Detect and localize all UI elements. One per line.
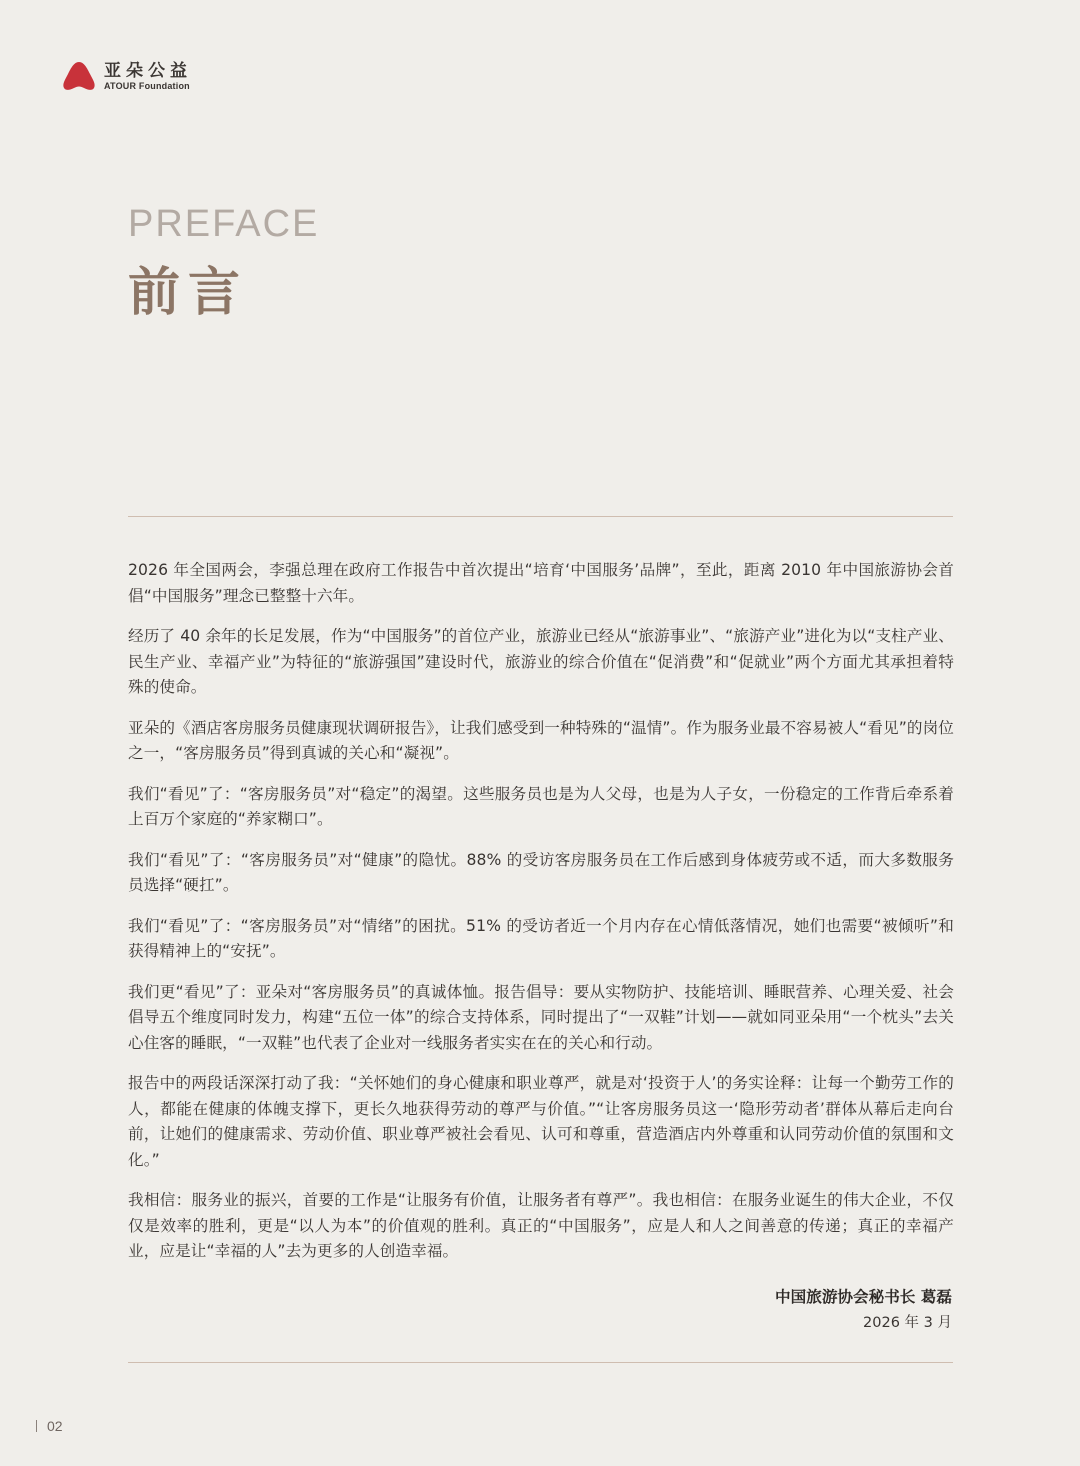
paragraph: 2026 年全国两会，李强总理在政府工作报告中首次提出“培育‘中国服务’品牌”，至此，距离 2010 年中国旅游协会首倡“中国服务”理念已整整十六年。 [128, 561, 954, 605]
preface-heading-cn: 前言 [128, 262, 249, 323]
page-number-bar [36, 1420, 37, 1432]
paragraph: 经历了 40 余年的长足发展，作为“中国服务”的首位产业，旅游业已经从“旅游事业”、“旅游产业”进化为以“支柱产业、民生产业、幸福产业”为特征的“旅游强国”建设时代，旅游业的综合价值在“促消费”和“促就业”两个方面尤其承担着特殊的使命。 [128, 627, 954, 696]
signature-name: 中国旅游协会秘书长 葛磊 [775, 1288, 952, 1306]
brand-text [104, 61, 192, 92]
brand-name-en: ATOUR Foundation [104, 80, 190, 91]
paragraph: 我们“看见”了：“客房服务员”对“稳定”的渴望。这些服务员也是为人父母，也是为人子女，一份稳定的工作背后牵系着上百万个家庭的“养家糊口”。 [128, 784, 954, 828]
brand-name-cn: 亚朵公益 [104, 60, 192, 81]
paragraph: 我相信：服务业的振兴，首要的工作是“让服务有价值，让服务者有尊严”。我也相信：在服务业诞生的伟大企业，不仅仅是效率的胜利，更是“以人为本”的价值观的胜利。真正的“中国服务”，应是人和人之间善意的传递；真正的幸福产业，应是让“幸福的人”去为更多的人创造幸福。 [128, 1191, 954, 1260]
bottom-divider [128, 1362, 953, 1363]
red-mountain-drop-logo-icon [62, 60, 96, 92]
brand-logo [62, 60, 192, 92]
paragraph: 我们“看见”了：“客房服务员”对“情绪”的困扰。51% 的受访者近一个月内存在心情低落情况，她们也需要“被倾听”和获得精神上的“安抚”。 [128, 916, 954, 960]
paragraph: 我们更“看见”了：亚朵对“客房服务员”的真诚体恤。报告倡导：要从实物防护、技能培训、睡眠营养、心理关爱、社会倡导五个维度同时发力，构建“五位一体”的综合支持体系，同时提出了“一双鞋”计划——就如同亚朵用“一个枕头”去关心住客的睡眠，“一双鞋”也代表了企业对一线服务者实实在在的关心和行动。 [128, 982, 954, 1052]
preface-heading-en: PREFACE [128, 203, 320, 245]
signature-date: 2026 年 3 月 [863, 1315, 952, 1331]
page-number [36, 1418, 63, 1434]
preface-body [128, 558, 954, 1280]
page-number-label: 02 [47, 1418, 63, 1434]
top-divider [128, 516, 953, 517]
paragraph: 报告中的两段话深深打动了我：“关怀她们的身心健康和职业尊严，就是对‘投资于人’的务实诠释：让每一个勤劳工作的人，都能在健康的体魄支撑下，更长久地获得劳动的尊严与价值。”“让客房服务员这一‘隐形劳动者’群体从幕后走向台前，让她们的健康需求、劳动价值、职业尊严被社会看见、认可和尊重，营造酒店内外尊重和认同劳动价值的氛围和文化。” [128, 1074, 954, 1169]
signature-block [775, 1284, 952, 1336]
paragraph: 我们“看见”了：“客房服务员”对“健康”的隐忧。88% 的受访客房服务员在工作后感到身体疲劳或不适，而大多数服务员选择“硬扛”。 [128, 850, 954, 894]
paragraph: 亚朵的《酒店客房服务员健康现状调研报告》，让我们感受到一种特殊的“温情”。作为服务业最不容易被人“看见”的岗位之一，“客房服务员”得到真诚的关心和“凝视”。 [128, 718, 954, 762]
